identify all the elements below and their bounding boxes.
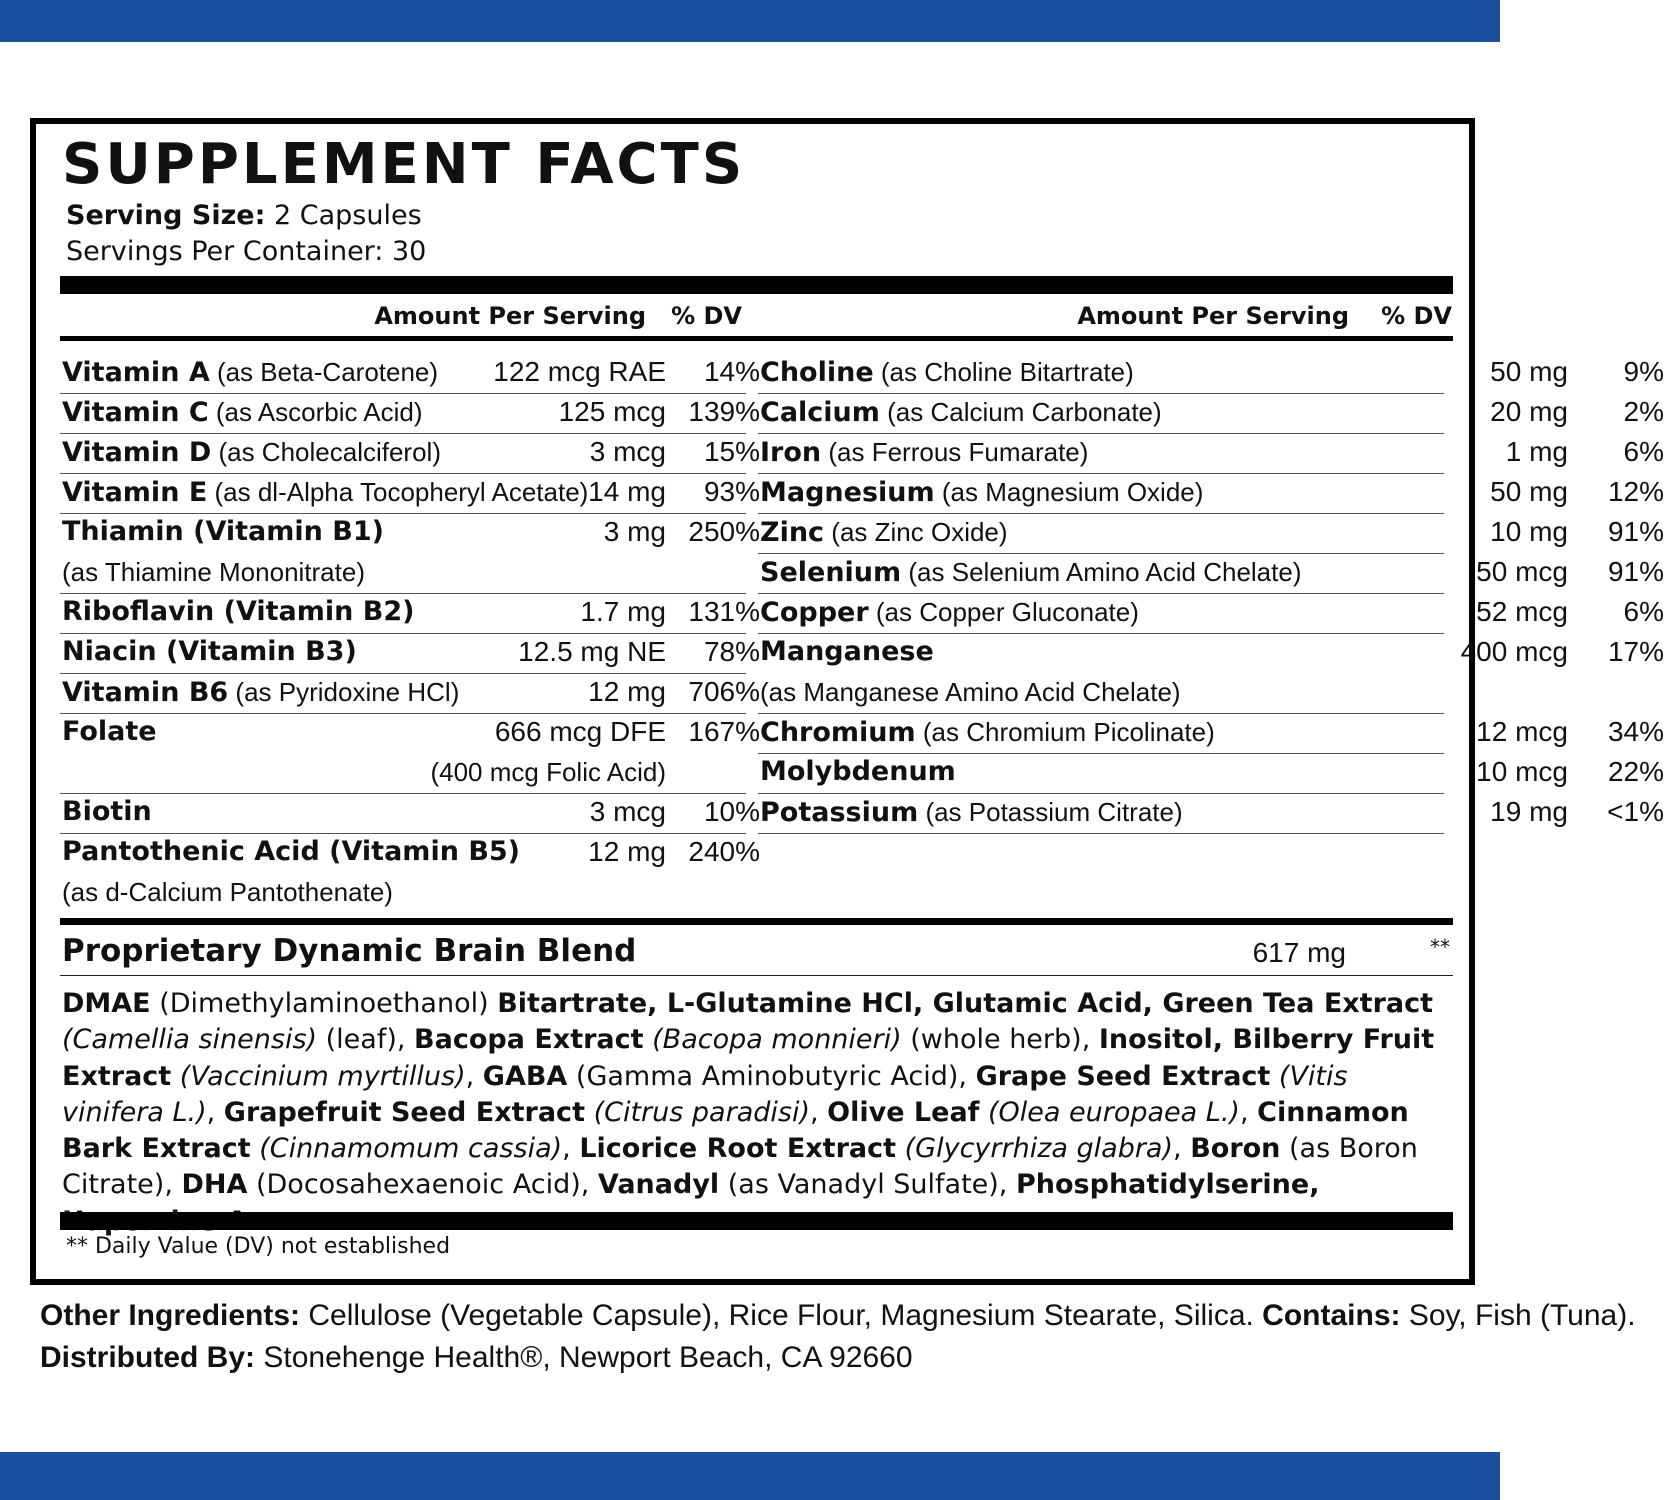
blend-rule (60, 918, 1453, 925)
nutrient-row (60, 832, 760, 872)
nutrient-amount: 14 mg (588, 476, 666, 507)
nutrient-name (62, 592, 415, 632)
nutrient-dv: 6% (1623, 596, 1664, 627)
ingredient-detail: (as Vanadyl Sulfate), (719, 1169, 1016, 1201)
nutrient-label: Magnesium (760, 477, 935, 508)
nutrient-row (60, 592, 760, 632)
nutrient-name (62, 512, 384, 552)
ingredient-detail: (Docosahexaenoic Acid), (247, 1169, 598, 1201)
nutrient-source: (as Beta-Carotene) (209, 357, 439, 387)
nutrient-source: (as Pyridoxine HCl) (228, 677, 460, 707)
nutrient-name (760, 552, 1301, 593)
nutrient-label: Selenium (760, 557, 902, 588)
nutrient-name (760, 432, 1088, 473)
thick-rule-top (60, 276, 1453, 294)
nutrient-label: Pantothenic Acid (Vitamin B5) (62, 836, 521, 867)
nutrient-name (760, 392, 1162, 433)
nutrient-source: (as Chromium Picolinate) (915, 717, 1215, 747)
ingredient-name: DHA (181, 1169, 248, 1201)
nutrient-dv: <1% (1607, 796, 1664, 827)
ingredient-name: GABA (482, 1060, 568, 1092)
nutrient-row (758, 352, 1664, 392)
nutrient-label: Folate (62, 716, 157, 747)
nutrient-row (758, 632, 1664, 672)
nutrient-row (758, 472, 1664, 512)
nutrient-dv: 12% (1607, 476, 1664, 507)
nutrient-amount: 12 mg (588, 836, 666, 867)
supplement-facts-panel (30, 118, 1664, 1285)
nutrient-row (60, 392, 760, 432)
nutrient-name (62, 832, 520, 872)
nutrient-name (62, 672, 459, 713)
nutrient-label: Vitamin C (62, 397, 209, 428)
nutrient-name (760, 512, 1008, 553)
nutrient-dv: 240% (688, 836, 760, 867)
botanical-name: (Bacopa monnieri) (643, 1024, 902, 1056)
ingredient-detail: (whole herb), (901, 1024, 1099, 1056)
ingredient-name: Olive Leaf (827, 1096, 980, 1128)
nutrient-dv: 250% (688, 516, 760, 547)
nutrient-name (760, 632, 934, 672)
ingredient-name: Grapefruit Seed Extract (223, 1096, 585, 1128)
nutrient-label: Vitamin A (62, 357, 210, 388)
nutrient-source: (as Potassium Citrate) (918, 797, 1183, 827)
nutrient-label: Vitamin B6 (62, 677, 229, 708)
nutrient-label: Biotin (62, 796, 152, 827)
nutrient-amount: 12 mcg (1476, 716, 1568, 747)
nutrient-label: Thiamin (Vitamin B1) (62, 516, 384, 547)
nutrient-row (60, 712, 760, 752)
distributed-by: Distributed By: Stonehenge Health®, Newport Beach, CA 92660 (40, 1341, 913, 1374)
nutrient-dv: 34% (1607, 716, 1664, 747)
ingredient-name: Licorice Root Extract (579, 1133, 897, 1165)
nutrient-amount: 1 mg (1505, 436, 1568, 467)
nutrient-amount: 50 mg (1490, 476, 1568, 507)
nutrient-source: (as Calcium Carbonate) (879, 397, 1162, 427)
nutrient-name (760, 752, 956, 792)
nutrient-amount: 3 mcg (589, 796, 666, 827)
nutrient-dv: 131% (688, 596, 760, 627)
serving-size: Serving Size: 2 Capsules (66, 200, 422, 231)
right-amount-header: Amount Per Serving (1077, 302, 1349, 330)
nutrient-dv: 2% (1623, 396, 1664, 427)
nutrient-dv: 167% (688, 716, 760, 747)
nutrient-subline: (as d-Calcium Pantothenate) (62, 877, 393, 907)
ingredient-detail: (Dimethylaminoethanol) (150, 988, 498, 1019)
servings-per-container: Servings Per Container: 30 (66, 236, 427, 267)
right-dv-header: % DV (1381, 302, 1452, 330)
nutrient-row (758, 512, 1664, 552)
ingredient-detail: , (206, 1096, 224, 1128)
nutrient-label: Vitamin E (62, 477, 208, 508)
nutrient-label: Calcium (760, 397, 880, 428)
ingredient-name: Bitartrate, L-Glutamine HCl, Glutamic Acid, Green Tea Extract (497, 988, 1434, 1019)
nutrient-amount: 12 mg (588, 676, 666, 707)
nutrient-label: Chromium (760, 717, 916, 748)
ingredient-name: Cinnamon Bark Extract (62, 1096, 1409, 1165)
ingredient-name: Grape Seed Extract (975, 1060, 1271, 1092)
nutrient-row (60, 472, 760, 512)
nutrient-name (62, 712, 157, 752)
nutrient-source: (as Magnesium Oxide) (934, 477, 1204, 507)
ingredient-name: Inositol, Bilberry Fruit Extract (62, 1024, 1435, 1092)
nutrient-amount: 400 mcg (1460, 636, 1568, 667)
nutrient-name (760, 792, 1183, 833)
ingredient-name: Vanadyl (597, 1169, 720, 1201)
ingredient-name: DMAE (62, 988, 151, 1019)
blend-dv: ** (1430, 935, 1450, 959)
row-divider (758, 833, 1444, 834)
ingredient-name: Bacopa Extract (414, 1024, 644, 1056)
nutrient-dv: 78% (703, 636, 760, 667)
panel-title: SUPPLEMENT FACTS (62, 132, 746, 197)
ingredient-detail: , (1239, 1096, 1258, 1128)
ingredient-detail: , (809, 1096, 828, 1128)
header-rule (60, 336, 1453, 341)
nutrient-label: Zinc (760, 517, 825, 548)
nutrient-amount: 125 mcg (558, 396, 666, 427)
nutrient-label: Iron (760, 437, 822, 468)
nutrient-amount: 12.5 mg NE (518, 636, 666, 667)
left-amount-header: Amount Per Serving (374, 302, 646, 330)
nutrient-row (60, 432, 760, 472)
nutrient-name (760, 712, 1215, 753)
botanical-name: (Citrus paradisi) (584, 1096, 810, 1128)
nutrient-label: Molybdenum (760, 756, 956, 787)
blend-amount: 617 mg (1252, 937, 1346, 968)
nutrient-amount: 50 mg (1490, 356, 1568, 387)
nutrient-source: (as dl-Alpha Tocopheryl Acetate) (207, 477, 589, 507)
nutrient-label: Niacin (Vitamin B3) (62, 636, 357, 667)
nutrient-source: (as Choline Bitartrate) (873, 357, 1134, 387)
nutrient-dv: 91% (1607, 556, 1664, 587)
nutrient-row (758, 792, 1664, 832)
nutrient-label: Manganese (760, 636, 934, 667)
nutrient-amount: 1.7 mg (580, 596, 666, 627)
nutrient-amount: 10 mg (1490, 516, 1568, 547)
nutrient-row (758, 432, 1664, 472)
botanical-name: (Olea europaea L.) (979, 1096, 1240, 1128)
nutrient-dv: 91% (1607, 516, 1664, 547)
nutrient-source: (as Ferrous Fumarate) (821, 437, 1089, 467)
blend-name: Proprietary Dynamic Brain Blend (62, 933, 637, 969)
ingredient-detail: , (1173, 1133, 1191, 1165)
nutrient-amount: 52 mcg (1476, 596, 1568, 627)
nutrient-amount: 122 mcg RAE (493, 356, 666, 387)
nutrient-dv: 22% (1607, 756, 1664, 787)
nutrient-amount: 50 mcg (1476, 556, 1568, 587)
nutrient-label: Riboflavin (Vitamin B2) (62, 596, 415, 627)
nutrient-dv: 17% (1607, 636, 1664, 667)
nutrient-source: (as Copper Gluconate) (868, 597, 1139, 627)
nutrient-row (758, 592, 1664, 632)
nutrient-dv: 93% (703, 476, 760, 507)
nutrient-source: (as Zinc Oxide) (824, 517, 1008, 547)
nutrient-dv: 15% (703, 436, 760, 467)
top-color-band (0, 0, 1500, 42)
nutrient-label: Copper (760, 597, 869, 628)
ingredient-detail: (leaf), (317, 1024, 415, 1056)
nutrient-row (60, 792, 760, 832)
nutrient-label: Choline (760, 357, 874, 388)
nutrient-amount: 3 mg (603, 516, 666, 547)
nutrient-name (62, 792, 152, 832)
nutrient-dv: 6% (1623, 436, 1664, 467)
ingredient-detail: (as Boron Citrate), (62, 1133, 1418, 1201)
nutrient-row (758, 552, 1664, 592)
nutrient-subline: (as Manganese Amino Acid Chelate) (760, 677, 1181, 707)
ingredient-detail: , (465, 1060, 483, 1092)
nutrient-source: (as Ascorbic Acid) (208, 397, 423, 427)
nutrient-source: (as Selenium Amino Acid Chelate) (901, 557, 1302, 587)
nutrient-row (758, 752, 1664, 792)
nutrient-amount: 666 mcg DFE (494, 716, 666, 747)
dv-footnote: ** Daily Value (DV) not established (66, 1234, 451, 1259)
nutrient-source: (as Cholecalciferol) (211, 437, 441, 467)
nutrient-row (60, 672, 760, 712)
ingredient-name: Boron (1190, 1133, 1281, 1165)
blend-divider (60, 975, 1453, 976)
nutrient-amount: 19 mg (1490, 796, 1568, 827)
nutrient-subline: (as Thiamine Mononitrate) (62, 557, 365, 587)
blend-ingredients (62, 986, 1442, 1240)
nutrient-row (60, 632, 760, 672)
thick-rule-bottom (60, 1212, 1453, 1230)
nutrient-name (62, 432, 441, 473)
nutrient-name (760, 352, 1134, 393)
nutrient-name (62, 632, 357, 672)
nutrient-dv: 706% (688, 676, 760, 707)
nutrient-subline: (400 mcg Folic Acid) (430, 757, 666, 787)
botanical-name: (Vitis vinifera L.) (62, 1060, 1348, 1128)
ingredient-detail: , (562, 1133, 580, 1165)
nutrient-dv: 14% (703, 356, 760, 387)
nutrient-name (62, 352, 438, 393)
nutrient-amount: 3 mcg (589, 436, 666, 467)
left-dv-header: % DV (671, 302, 742, 330)
other-ingredients: Other Ingredients: Cellulose (Vegetable Capsule), Rice Flour, Magnesium Stearate, Silica. Contains: Soy, Fish (Tuna). (40, 1299, 1636, 1332)
nutrient-dv: 139% (688, 396, 760, 427)
nutrient-row (60, 352, 760, 392)
nutrient-name (760, 472, 1203, 513)
nutrient-name (760, 592, 1139, 633)
nutrient-row (758, 712, 1664, 752)
nutrient-label: Potassium (760, 797, 919, 828)
nutrient-label: Vitamin D (62, 437, 212, 468)
ingredient-detail: (Gamma Aminobutyric Acid), (567, 1060, 976, 1092)
nutrient-name (62, 392, 423, 433)
botanical-name: (Vaccinium myrtillus) (171, 1060, 466, 1092)
nutrient-dv: 9% (1623, 356, 1664, 387)
nutrient-amount: 10 mcg (1476, 756, 1568, 787)
nutrient-dv: 10% (703, 796, 760, 827)
botanical-name: (Cinnamomum cassia) (250, 1133, 563, 1165)
nutrient-row (60, 512, 760, 552)
bottom-color-band (0, 1452, 1500, 1500)
nutrient-row (758, 392, 1664, 432)
botanical-name: (Camellia sinensis) (62, 1024, 318, 1056)
botanical-name: (Glycyrrhiza glabra) (896, 1133, 1174, 1165)
nutrient-amount: 20 mg (1490, 396, 1568, 427)
ingredient-name: Phosphatidylserine, (1015, 1169, 1320, 1201)
